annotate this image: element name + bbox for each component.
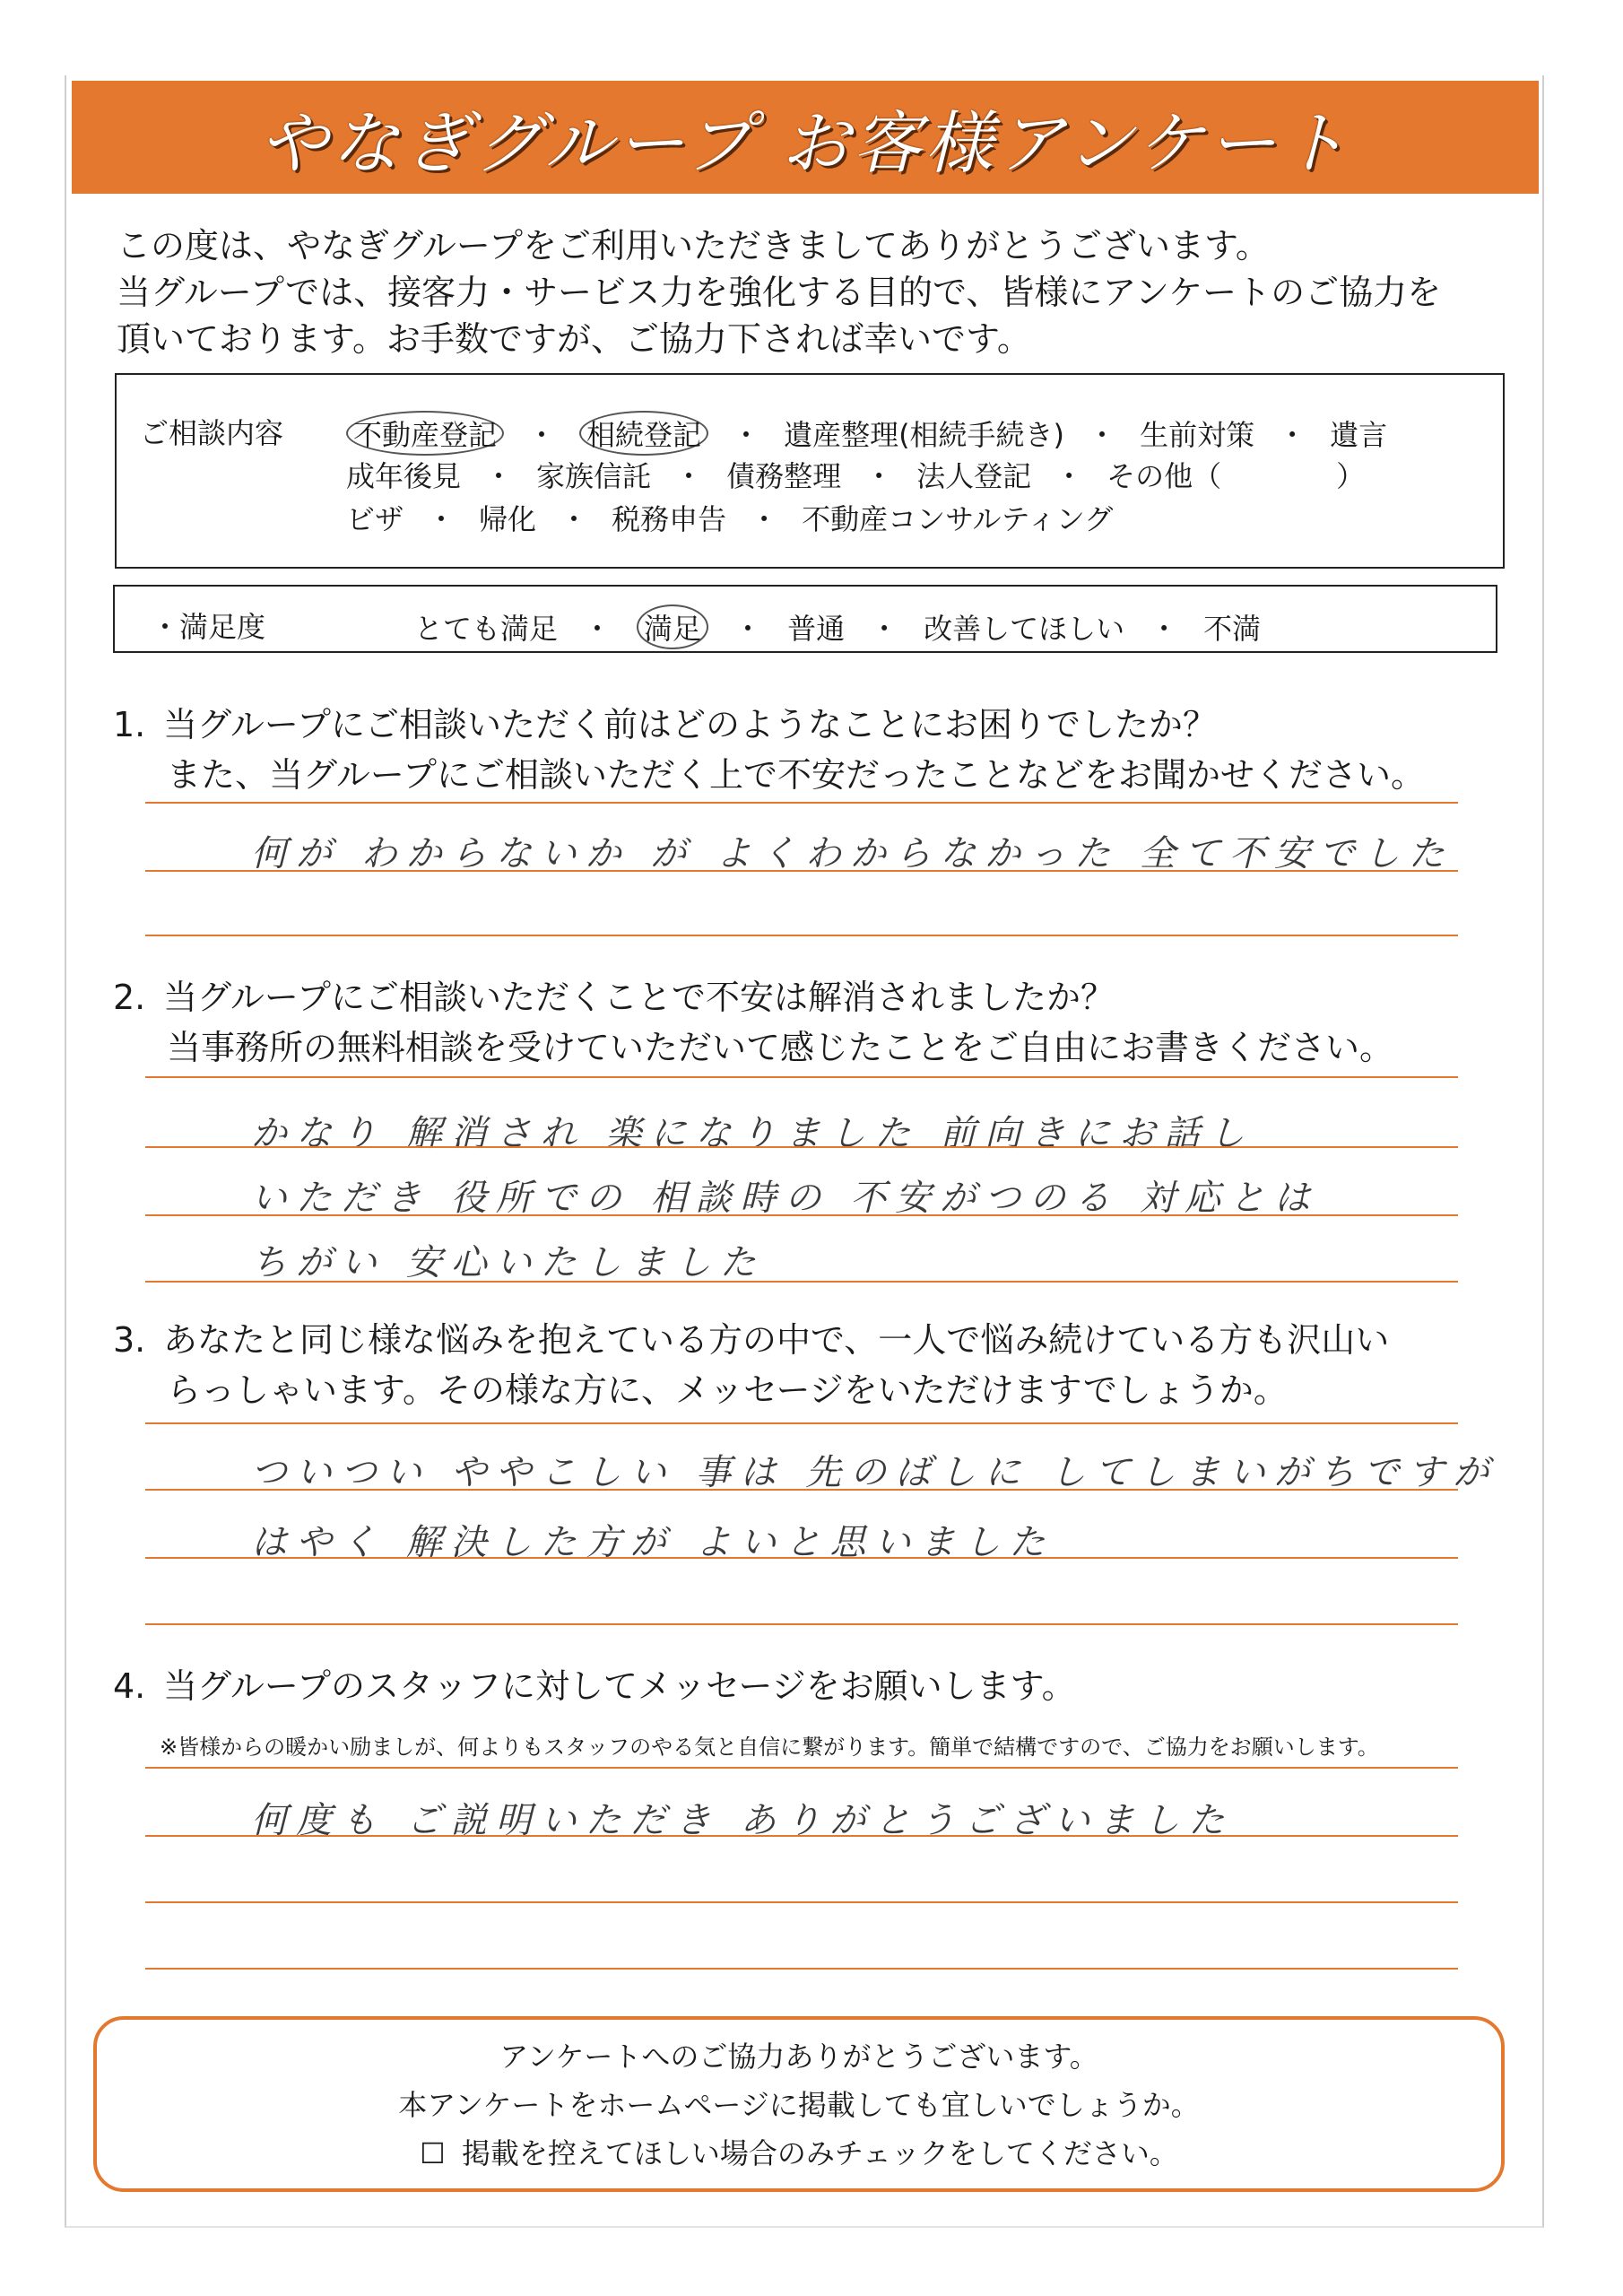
option-will[interactable]: 遺言: [1330, 418, 1388, 452]
option-other[interactable]: その他（ ）: [1107, 459, 1366, 493]
option-real-estate-consulting[interactable]: 不動産コンサルティング: [802, 502, 1114, 536]
option-real-estate-registration[interactable]: 不動産登記: [346, 411, 504, 456]
question-4: [113, 1661, 1076, 1711]
separator: ・: [427, 502, 456, 536]
separator: ・: [733, 612, 763, 646]
answer-line: [145, 802, 1458, 804]
answer-line: [145, 870, 1458, 872]
handwritten-answer: 何度も ご説明いただき ありがとうございました: [251, 1800, 1234, 1841]
option-naturalization[interactable]: 帰化: [479, 502, 537, 536]
consultation-row: [346, 411, 1387, 456]
intro-line: 頂いております。お手数ですが、ご協力下されば幸いです。: [117, 319, 1031, 359]
answer-line: [145, 1146, 1458, 1148]
consultation-label: ご相談内容: [140, 416, 284, 450]
handwritten-answer: ちがい 安心いたしました: [251, 1242, 765, 1283]
footer-checkbox-row: [97, 2129, 1501, 2178]
separator: ・: [583, 612, 612, 646]
question-text: 当事務所の無料相談を受けていただいて感じたことをご自由にお書きください。: [167, 1028, 1394, 1067]
separator: ・: [1088, 418, 1117, 452]
option-estate-settlement[interactable]: 遺産整理(相続手続き): [784, 418, 1065, 452]
question-number: 4.: [113, 1666, 146, 1706]
answer-line: [145, 1422, 1458, 1424]
question-text: らっしゃいます。その様な方に、メッセージをいただけますでしょうか。: [167, 1370, 1288, 1410]
separator: ・: [1150, 612, 1179, 646]
separator: ・: [527, 418, 557, 452]
satisfaction-box: [113, 585, 1497, 653]
answer-line: [145, 1489, 1458, 1491]
handwritten-answer: ついつい ややこしい 事は 先のばしに してしまいがちですが: [251, 1452, 1498, 1493]
handwritten-answer: はやく 解決した方が よいと思いました: [251, 1522, 1055, 1563]
separator: ・: [1278, 418, 1307, 452]
satisfaction-options: [414, 604, 1261, 649]
question-1: [113, 700, 1425, 800]
separator: ・: [870, 612, 899, 646]
answer-line: [145, 1968, 1458, 1970]
separator: ・: [674, 459, 704, 493]
option-tax-filing[interactable]: 税務申告: [612, 502, 727, 536]
question-number: 3.: [113, 1320, 146, 1360]
survey-title: やなぎグループ お客様アンケート: [259, 102, 1351, 183]
intro-text: [117, 222, 1515, 362]
answer-line: [145, 1901, 1458, 1903]
separator: ・: [864, 459, 894, 493]
answer-line: [145, 1767, 1458, 1769]
handwritten-answer: かなり 解消され 楽になりました 前向きにお話し: [251, 1113, 1254, 1154]
footer-box: [93, 2016, 1505, 2192]
footer-thanks: アンケートへのご協力ありがとうございます。: [499, 2039, 1098, 2074]
answer-line: [145, 1835, 1458, 1837]
question-2: [113, 972, 1393, 1073]
separator: ・: [560, 502, 589, 536]
option-pre-death-planning[interactable]: 生前対策: [1140, 418, 1255, 452]
option-satisfied[interactable]: 満足: [637, 604, 708, 649]
separator: ・: [1055, 459, 1084, 493]
answer-line: [145, 935, 1458, 936]
consultation-row: [346, 454, 1365, 495]
footer-question: 本アンケートをホームページに掲載しても宜しいでしょうか。: [398, 2088, 1200, 2122]
question-number: 2.: [113, 978, 146, 1017]
answer-line: [145, 1557, 1458, 1559]
handwritten-answer: 何が わからないか が よくわからなかった 全て不安でした: [251, 833, 1454, 874]
consultation-box: [115, 373, 1505, 569]
question-text: 当グループにご相談いただくことで不安は解消されましたか？: [163, 978, 1115, 1017]
option-visa[interactable]: ビザ: [346, 502, 404, 536]
footer-checkbox-label: 掲載を控えてほしい場合のみチェックをしてください。: [461, 2136, 1178, 2170]
option-debt-settlement[interactable]: 債務整理: [726, 459, 842, 493]
answer-line: [145, 1623, 1458, 1625]
question-text: あなたと同じ様な悩みを抱えている方の中で、一人で悩み続けている方も沢山い: [163, 1320, 1390, 1360]
question-text: 当グループにご相談いただく前はどのようなことにお困りでしたか？: [163, 705, 1217, 744]
option-needs-improvement[interactable]: 改善してほしい: [924, 612, 1125, 646]
intro-line: この度は、やなぎグループをご利用いただきましてありがとうございます。: [117, 226, 1270, 265]
checkbox-icon[interactable]: ☐: [420, 2136, 446, 2170]
option-dissatisfied[interactable]: 不満: [1203, 612, 1262, 646]
option-inheritance-registration[interactable]: 相続登記: [579, 411, 708, 456]
option-neutral[interactable]: 普通: [787, 612, 846, 646]
header-banner: [72, 81, 1539, 194]
answer-line: [145, 1214, 1458, 1216]
option-very-satisfied[interactable]: とても満足: [414, 612, 559, 646]
question-note: ※皆様からの暖かい励ましが、何よりもスタッフのやる気と自信に繋がります。簡単で結構ですので、ご協力をお願いします。: [160, 1735, 1379, 1760]
intro-line: 当グループでは、接客力・サービス力を強化する目的で、皆様にアンケートのご協力を: [117, 273, 1442, 312]
separator: ・: [732, 418, 761, 452]
question-3: [113, 1315, 1389, 1415]
question-number: 1.: [113, 705, 146, 744]
consultation-row: [346, 497, 1113, 538]
handwritten-answer: いただき 役所での 相談時の 不安がつのる 対応とは: [251, 1178, 1319, 1219]
answer-line: [145, 1281, 1458, 1283]
option-corporate-registration[interactable]: 法人登記: [916, 459, 1032, 493]
option-family-trust[interactable]: 家族信託: [536, 459, 652, 493]
option-adult-guardianship[interactable]: 成年後見: [346, 459, 462, 493]
separator: ・: [750, 502, 779, 536]
answer-line: [145, 1076, 1458, 1078]
satisfaction-label: ・満足度: [151, 610, 266, 644]
question-text: 当グループのスタッフに対してメッセージをお願いします。: [163, 1666, 1076, 1706]
question-text: また、当グループにご相談いただく上で不安だったことなどをお聞かせください。: [167, 755, 1425, 795]
separator: ・: [484, 459, 514, 493]
